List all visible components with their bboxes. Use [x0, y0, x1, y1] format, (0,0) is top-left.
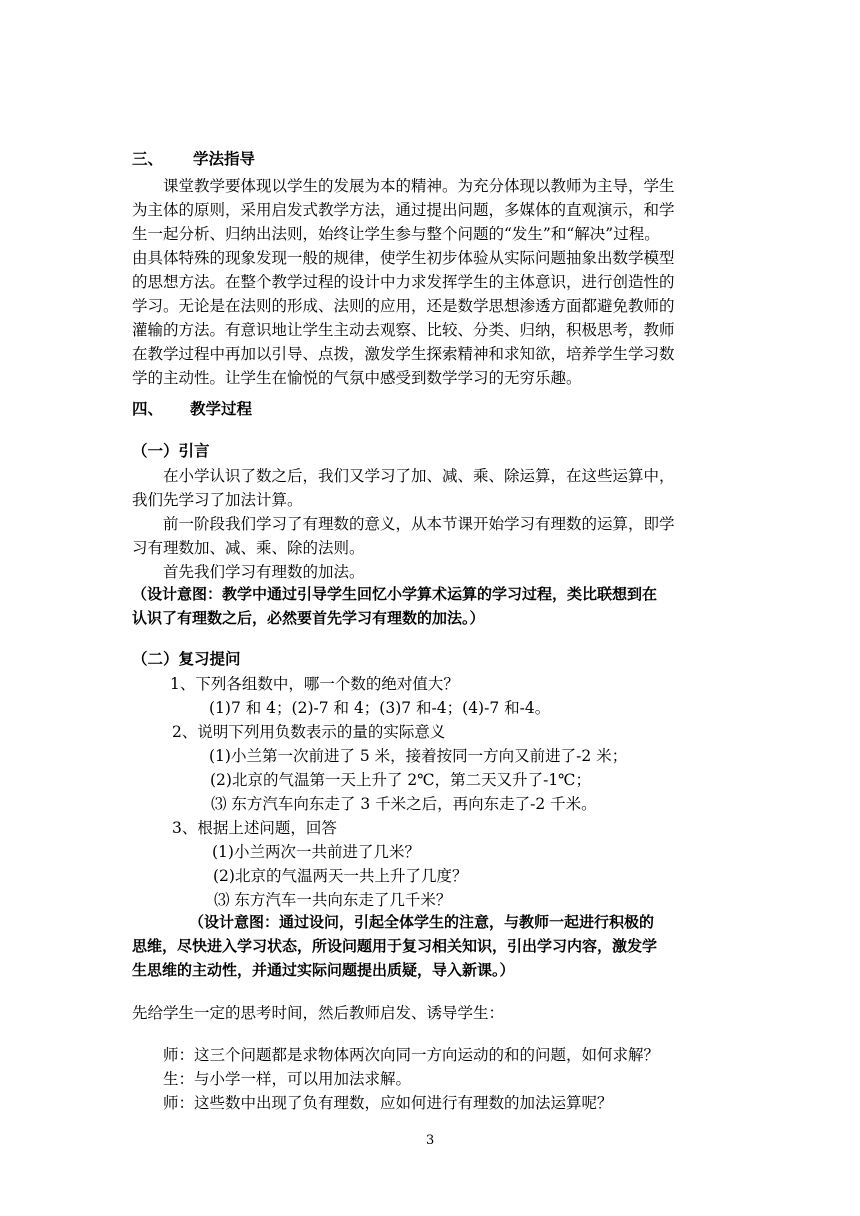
- intro-heading: （一）引言: [132, 441, 210, 460]
- question-3: 3、根据上述问题，回答: [172, 819, 337, 837]
- paragraph-line: 灌输的方法。有意识地让学生主动去观察、比较、分类、归纳，积极思考，教师: [132, 321, 675, 339]
- design-note-line: 生思维的主动性，并通过实际问题提出质疑，导入新课。）: [132, 961, 515, 979]
- question-3-item: (1)小兰两次一共前进了几米？: [212, 843, 420, 861]
- paragraph-line: 课堂教学要体现以学生的发展为本的精神。为充分体现以教师为主导，学生: [163, 177, 675, 195]
- design-note-line: （设计意图：教学中通过引导学生回忆小学算术运算的学习过程，类比联想到在: [132, 585, 658, 603]
- paragraph-line: 学的主动性。让学生在愉悦的气氛中感受到数学学习的无穷乐趣。: [132, 369, 582, 387]
- section-4-title: 教学过程: [190, 399, 253, 418]
- section-3-number: 三、: [132, 149, 164, 168]
- intro-line: 在小学认识了数之后，我们又学习了加、减、乘、除运算，在这些运算中，: [163, 467, 675, 485]
- paragraph-line: 学习。无论是在法则的形成、法则的应用，还是数学思想渗透方面都避免教师的: [132, 297, 675, 315]
- intro-line: 前一阶段我们学习了有理数的意义，从本节课开始学习有理数的运算，即学: [163, 515, 675, 533]
- intro-line: 首先我们学习有理数的加法。: [163, 563, 365, 581]
- design-note-line: 思维，尽快进入学习状态，所设问题用于复习相关知识，引出学习内容，激发学: [132, 937, 658, 955]
- paragraph-line: 由具体特殊的现象发现一般的规律，使学生初步体验从实际问题抽象出数学模型: [132, 249, 675, 267]
- question-2-item: (2)北京的气温第一天上升了 2℃，第二天又升了-1℃；: [210, 771, 592, 789]
- question-3-item: ⑶ 东方汽车一共向东走了几千米？: [214, 891, 452, 909]
- intro-line: 习有理数加、减、乘、除的法则。: [132, 539, 365, 557]
- section-4-number: 四、: [132, 399, 164, 418]
- question-1-items: (1)7 和 4；(2)-7 和 4；(3)7 和-4；(4)-7 和-4。: [209, 699, 551, 717]
- page-number: 3: [426, 1133, 435, 1148]
- guide-sentence: 先给学生一定的思考时间，然后教师启发、诱导学生：: [132, 1004, 505, 1022]
- paragraph-line: 的思想方法。在整个教学过程的设计中力求发挥学生的主体意识，进行创造性的: [132, 273, 675, 291]
- question-2: 2、说明下列用负数表示的量的实际意义: [172, 723, 446, 741]
- question-3-item: (2)北京的气温两天一共上升了几度？: [213, 867, 468, 885]
- question-2-item: (1)小兰第一次前进了 5 米，接着按同一方向又前进了-2 米；: [209, 747, 628, 765]
- intro-line: 我们先学习了加法计算。: [132, 491, 303, 509]
- design-note-line: 认识了有理数之后，必然要首先学习有理数的加法。）: [132, 609, 485, 627]
- paragraph-line: 在教学过程中再加以引导、点拨，激发学生探索精神和求知欲，培养学生学习数: [132, 345, 675, 363]
- review-heading: （二）复习提问: [132, 649, 241, 668]
- dialogue-line: 师：这些数中出现了负有理数，应如何进行有理数的加法运算呢？: [163, 1094, 613, 1112]
- question-1: 1、下列各组数中，哪一个数的绝对值大？: [170, 675, 459, 693]
- dialogue-line: 生：与小学一样，可以用加法求解。: [163, 1070, 412, 1088]
- design-note-line: （设计意图：通过设问，引起全体学生的注意，与教师一起进行积极的: [189, 913, 655, 931]
- paragraph-line: 生一起分析、归纳出法则，始终让学生参与整个问题的“发生”和“解决”过程。: [132, 225, 660, 243]
- section-3-title: 学法指导: [193, 149, 256, 168]
- dialogue-line: 师：这三个问题都是求物体两次向同一方向运动的和的问题，如何求解？: [163, 1046, 660, 1064]
- paragraph-line: 为主体的原则，采用启发式教学方法，通过提出问题，多媒体的直观演示，和学: [132, 201, 675, 219]
- question-2-item: ⑶ 东方汽车向东走了 3 千米之后，再向东走了-2 千米。: [211, 795, 597, 813]
